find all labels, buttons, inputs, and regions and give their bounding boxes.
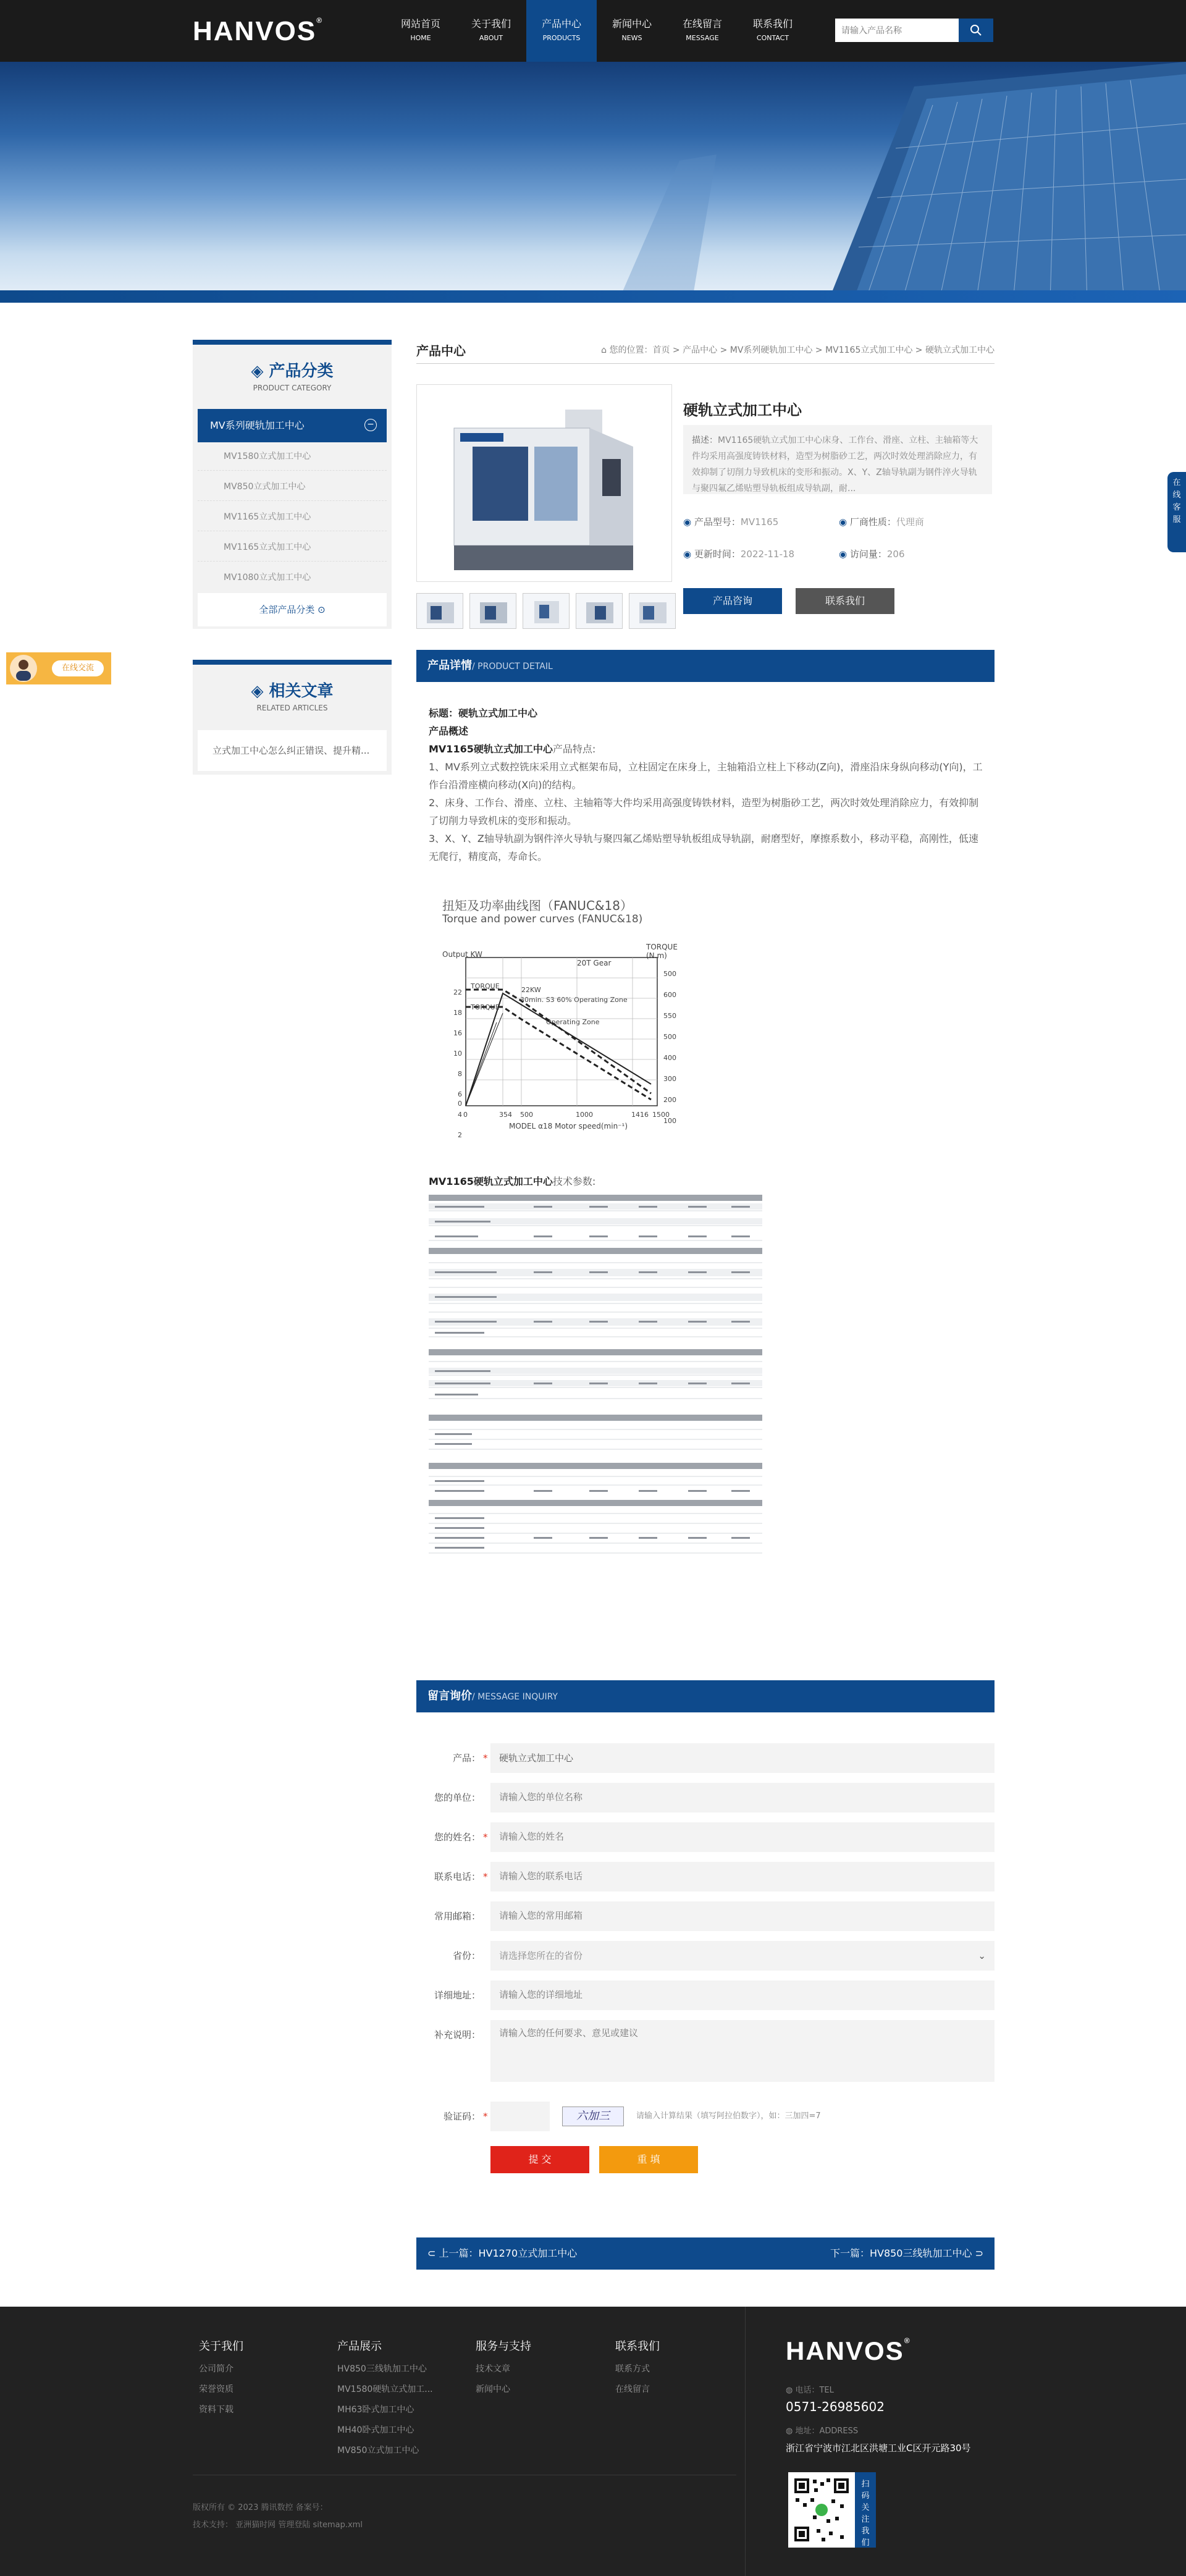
- home-icon: ⌂: [601, 345, 607, 355]
- chart-note: 20T Gear: [577, 959, 612, 967]
- chart-left-ticks: 22 18 16 10 8 6 4 2: [453, 988, 462, 1139]
- nav-about[interactable]: 关于我们 ABOUT: [471, 18, 511, 42]
- category-active[interactable]: MV系列硬轨加工中心 −: [198, 409, 387, 442]
- site-header: [0, 0, 1186, 62]
- nav-contact[interactable]: 联系我们 CONTACT: [752, 18, 793, 42]
- prev-next-bar: [416, 2237, 995, 2270]
- attr-views: ◉ 访问量：206: [839, 549, 905, 560]
- province-label: 省份：: [452, 1950, 481, 1961]
- form-row-captcha: [416, 2102, 995, 2131]
- detail-overview: 产品概述: [429, 725, 469, 737]
- nav-products[interactable]: 产品中心 PRODUCTS: [526, 0, 597, 62]
- thumbnail[interactable]: [629, 593, 676, 629]
- footer-divider: [745, 2307, 746, 2576]
- address-label: 详细地址：: [434, 1990, 481, 2001]
- eye-icon: ◉: [839, 549, 847, 560]
- chart-note: TORQUE: [471, 1003, 500, 1011]
- crumb-home[interactable]: 您的位置：首页: [609, 345, 670, 355]
- footer-col-title: 服务与支持: [476, 2340, 531, 2353]
- chart-right-axis-label: TORQUE (N.m): [646, 943, 678, 960]
- footer-link[interactable]: MH63卧式加工中心: [337, 2405, 414, 2415]
- detail-paragraph: 2、床身、工作台、滑座、立柱、主轴箱等大件均采用高强度铸铁材料，造型为树脂砂工艺，两次时效处理消除应力，有效抑制了切削力导致机床的变形和振动。: [429, 797, 979, 827]
- product-description: 描述：MV1165硬轨立式加工中心床身、工作台、滑座、立柱、主轴箱等大件均采用高强度铸铁材料，造型为树脂砂工艺，两次时效处理消除应力，有效抑制了切削力导致机床的变形和振动。X、Y、Z轴导轨副为钢件淬火导轨与聚四氟乙烯贴塑导轨板组成导轨副，耐...: [683, 425, 992, 494]
- chart-title-en: Torque and power curves (FANUC&18): [442, 913, 643, 925]
- required-mark: *: [483, 2111, 488, 2122]
- all-categories-wrap: [193, 591, 392, 629]
- email-field[interactable]: [490, 1901, 995, 1931]
- cube-icon: ◈: [251, 682, 264, 701]
- service-label: 在线交流: [52, 660, 104, 676]
- crumb-subcategory[interactable]: MV1165立式加工中心: [825, 345, 913, 355]
- search-icon: [970, 24, 982, 36]
- crumb-category[interactable]: MV系列硬轨加工中心: [730, 345, 813, 355]
- phone-label: 联系电话：: [434, 1871, 481, 1882]
- form-row-name: [416, 1822, 995, 1852]
- province-select[interactable]: 请选择您所在的省份 ⌄: [490, 1941, 995, 1971]
- tel-label: ◍ 电话：TEL: [786, 2386, 834, 2395]
- spec-table-image: [429, 1195, 762, 1590]
- nav-message[interactable]: 在线留言 MESSAGE: [682, 18, 722, 42]
- category-title: ◈ 产品分类: [251, 362, 334, 381]
- form-row-address: [416, 1980, 995, 2010]
- chart-note: Operating Zone: [546, 1018, 600, 1026]
- vendor-icon: ◉: [839, 516, 847, 528]
- collapse-icon: −: [364, 419, 377, 431]
- footer-link[interactable]: 荣誉资质: [199, 2384, 233, 2394]
- machine-illustration: [417, 385, 672, 582]
- prev-article-link[interactable]: ⊂ 上一篇：HV1270立式加工中心: [427, 2247, 578, 2259]
- banner-accent-bar: [0, 290, 1186, 303]
- category-item[interactable]: MV1165立式加工中心: [198, 503, 387, 531]
- category-item[interactable]: MV850立式加工中心: [198, 473, 387, 501]
- skyscraper-illustration: [0, 62, 1186, 303]
- footer-link[interactable]: MV850立式加工中心: [337, 2446, 419, 2456]
- footer-link[interactable]: HV850三线轨加工中心: [337, 2364, 427, 2374]
- inquiry-section-bar: 留言询价/ MESSAGE INQUIRY: [416, 1680, 995, 1712]
- category-item[interactable]: MV1165立式加工中心: [198, 533, 387, 562]
- required-mark: *: [483, 1753, 488, 1764]
- support-link[interactable]: 亚洲猫时网: [235, 2520, 276, 2530]
- chart-left-tick: 0: [458, 1100, 462, 1108]
- chart-note: TORQUE: [471, 982, 500, 990]
- attr-updated: ◉ 更新时间：2022-11-18: [683, 549, 795, 560]
- detail-feature-head: MV1165硬轨立式加工中心产品特点:: [429, 743, 596, 755]
- banner-image: [0, 62, 1186, 303]
- detail-paragraph: 3、X、Y、Z轴导轨副为钢件淬火导轨与聚四氟乙烯贴塑导轨板组成导轨副，耐磨型好，摩擦系数小，移动平稳，高刚性，低速无爬行，精度高，寿命长。: [429, 833, 978, 862]
- search-input[interactable]: [835, 19, 959, 42]
- article-link[interactable]: 立式加工中心怎么纠正错误、提升精...: [198, 730, 387, 771]
- logo[interactable]: HANVOS®: [193, 16, 324, 46]
- footer-link[interactable]: 公司简介: [199, 2364, 233, 2374]
- address-field[interactable]: [490, 1980, 995, 2010]
- search-button[interactable]: [959, 19, 993, 42]
- detail-title: 标题：硬轨立式加工中心: [429, 707, 538, 719]
- clock-icon: ◉: [683, 549, 692, 560]
- form-row-remark: [416, 2020, 995, 2082]
- reset-button[interactable]: 重 填: [599, 2146, 698, 2173]
- attr-model: ◉ 产品型号：MV1165: [683, 516, 779, 528]
- tel-number: 0571-26985602: [786, 2399, 885, 2414]
- form-row-company: [416, 1783, 995, 1812]
- phone-field[interactable]: [490, 1862, 995, 1892]
- chart-left-axis-label: Output KW: [442, 950, 482, 959]
- nav-news[interactable]: 新闻中心 NEWS: [612, 18, 652, 42]
- category-item[interactable]: MV1080立式加工中心: [198, 563, 387, 592]
- company-label: 您的单位：: [434, 1792, 481, 1803]
- product-detail: [429, 704, 985, 865]
- product-name: 硬轨立式加工中心: [683, 402, 802, 419]
- qr-card: [788, 2472, 876, 2548]
- chart-right-ticks: 500 600 550 500 400 300 200 100: [663, 970, 676, 1125]
- captcha-field[interactable]: [490, 2102, 550, 2131]
- footer-link[interactable]: 在线留言: [615, 2384, 650, 2394]
- service-avatar: [10, 655, 37, 682]
- footer-link[interactable]: 联系方式: [615, 2364, 650, 2374]
- footer-link[interactable]: 新闻中心: [476, 2384, 510, 2394]
- phone-icon: ◍: [786, 2386, 793, 2395]
- company-field[interactable]: [490, 1783, 995, 1812]
- articles-title-en: RELATED ARTICLES: [256, 704, 328, 712]
- captcha-label: 验证码：: [443, 2111, 481, 2122]
- crumb-current: 硬轨立式加工中心: [925, 345, 995, 355]
- submit-button[interactable]: 提 交: [490, 2146, 589, 2173]
- crumb-products[interactable]: 产品中心: [683, 345, 718, 355]
- remark-label: 补充说明：: [434, 2029, 481, 2040]
- footer-link[interactable]: MV1580硬轨立式加工...: [337, 2384, 433, 2394]
- support-link[interactable]: sitemap.xml: [313, 2520, 363, 2530]
- footer-link[interactable]: 资料下载: [199, 2405, 233, 2415]
- breadcrumb: ⌂ 您的位置：首页 > 产品中心 > MV系列硬轨加工中心 > MV1165立式加工中心 > 硬轨立式加工中心: [601, 345, 995, 355]
- contact-button[interactable]: 联系我们: [796, 588, 894, 614]
- form-row-email: [416, 1901, 995, 1931]
- site-footer: [0, 2307, 1186, 2576]
- attr-vendor: ◉ 厂商性质：代理商: [839, 516, 924, 528]
- required-mark: *: [483, 1832, 488, 1843]
- form-row-product: [416, 1743, 995, 1773]
- side-service-tab[interactable]: [1167, 472, 1186, 552]
- chart-x-axis-label: MODEL α18 Motor speed(min⁻¹): [509, 1122, 628, 1130]
- detail-paragraph: 1、MV系列立式数控铣床采用立式框架布局，立柱固定在床身上，主轴箱沿立柱上下移动(Z向)，滑座沿床身纵向移动(Y向)，工作台沿滑座横向移动(X向)的结构。: [429, 761, 983, 791]
- related-articles-panel: [193, 660, 392, 775]
- cube-icon: ◈: [251, 362, 264, 381]
- chevron-right-icon: ⊃: [975, 2247, 983, 2259]
- divider: [416, 363, 995, 364]
- support-line: 技术支持： 亚洲猫时网 管理登陆 sitemap.xml: [193, 2520, 363, 2530]
- detail-section-bar: 产品详情/ PRODUCT DETAIL: [416, 650, 995, 682]
- required-mark: *: [483, 1871, 488, 1882]
- support-link[interactable]: 管理登陆: [278, 2520, 311, 2530]
- chart-note: 30min. S3 60% Operating Zone: [520, 996, 628, 1004]
- thumbnail[interactable]: [469, 593, 516, 629]
- remark-field[interactable]: [490, 2020, 995, 2082]
- all-categories-button[interactable]: 全部产品分类 ⊙: [198, 593, 387, 626]
- category-item[interactable]: MV1580立式加工中心: [198, 442, 387, 471]
- thumbnail[interactable]: [416, 593, 463, 629]
- chevron-left-icon: ⊂: [427, 2247, 436, 2259]
- qr-caption: 扫码关注我们: [855, 2472, 876, 2548]
- thumbnail[interactable]: [576, 593, 623, 629]
- category-title-en: PRODUCT CATEGORY: [253, 384, 332, 392]
- thumbnail[interactable]: [523, 593, 570, 629]
- qr-code-icon: [792, 2476, 851, 2544]
- footer-col-title: 联系我们: [615, 2340, 660, 2353]
- footer-link[interactable]: 技术文章: [476, 2364, 510, 2374]
- captcha-image[interactable]: 六加三: [562, 2107, 624, 2126]
- form-row-phone: [416, 1862, 995, 1892]
- main-nav: [385, 0, 808, 62]
- page-title: 产品中心: [416, 343, 466, 358]
- name-label: 您的姓名：: [434, 1832, 481, 1843]
- email-label: 常用邮箱：: [434, 1911, 481, 1922]
- address-text: 浙江省宁波市江北区洪塘工业C区开元路30号: [786, 2443, 971, 2454]
- location-icon: ◍: [786, 2427, 793, 2436]
- name-field[interactable]: [490, 1822, 995, 1852]
- form-row-province: [416, 1941, 995, 1971]
- torque-power-chart-image: 扭矩及功率曲线图（FANUC&18） Torque and power curves (FANUC&18) Output KW TORQUE (N.m) MODEL α18 Motor speed(min⁻¹) 20T Gear TORQUE 22KW 30min. S3 60% Operating Zone TORQUE Operating Zone 22 18 16 10 8 6 4 2 0 500 600 550 500 400 300 200 100 0 354 500 1000 1416 1500: [429, 890, 775, 1137]
- footer-logo: HANVOS®: [786, 2336, 911, 2365]
- footer-col-title: 产品展示: [337, 2340, 382, 2353]
- copyright: 版权所有 © 2023 腾讯数控 备案号：: [193, 2503, 328, 2512]
- product-label: 产品：: [452, 1753, 481, 1764]
- footer-link[interactable]: MH40卧式加工中心: [337, 2425, 414, 2435]
- chevron-down-icon: ⌄: [978, 1950, 986, 1961]
- chart-note: 22KW: [521, 986, 541, 994]
- product-main-image[interactable]: [416, 384, 672, 582]
- captcha-hint: 请输入计算结果（填写阿拉伯数字），如：三加四=7: [636, 2111, 821, 2121]
- inquiry-button[interactable]: 产品咨询: [683, 588, 782, 614]
- chevron-right-icon: ⊙: [318, 604, 326, 615]
- online-service-float[interactable]: [6, 652, 111, 684]
- product-category-panel: [193, 340, 392, 591]
- addr-label: ◍ 地址：ADDRESS: [786, 2427, 859, 2436]
- articles-title: ◈ 相关文章: [251, 682, 334, 701]
- thumbnail-strip: [416, 593, 676, 629]
- footer-col-title: 关于我们: [199, 2340, 243, 2353]
- spec-title: MV1165硬轨立式加工中心技术参数:: [429, 1176, 596, 1187]
- side-tab-label: 在线客服: [1172, 478, 1181, 524]
- nav-home[interactable]: 网站首页 HOME: [400, 18, 440, 42]
- product-field[interactable]: 硬轨立式加工中心: [490, 1743, 995, 1773]
- chart-title-cn: 扭矩及功率曲线图（FANUC&18）: [442, 898, 633, 913]
- curve-plot: [429, 890, 775, 1137]
- model-icon: ◉: [683, 516, 692, 528]
- next-article-link[interactable]: 下一篇：HV850三线轨加工中心 ⊃: [830, 2247, 983, 2259]
